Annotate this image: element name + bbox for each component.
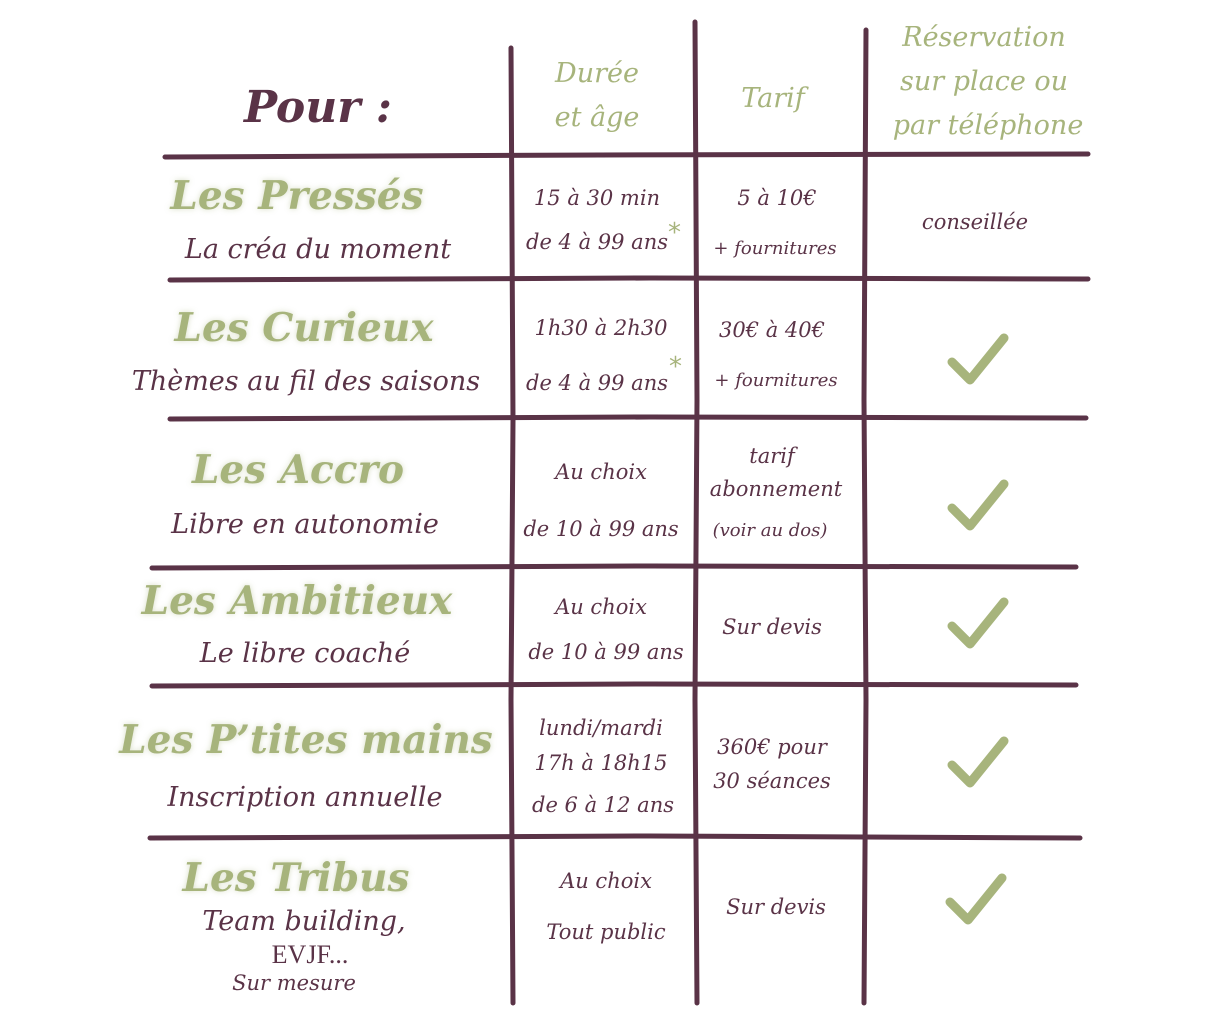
row-title-curieux: Les Curieux — [174, 305, 434, 351]
checkmark-icon — [946, 596, 1010, 652]
duree-ambitieux-line2: de 10 à 99 ans — [528, 640, 684, 664]
row-title-presses: Les Pressés — [170, 173, 424, 219]
row-title-ambitieux: Les Ambitieux — [141, 578, 453, 624]
row-title-tribus: Les Tribus — [182, 855, 410, 901]
header-reservation-line3: par téléphone — [892, 110, 1084, 141]
tarif-ambitieux-line1: Sur devis — [722, 615, 822, 639]
tarif-curieux-line2: + fournitures — [714, 370, 838, 391]
row-subtitle-tribus: Team building, — [202, 906, 406, 937]
duree-tribus-line2: Tout public — [546, 920, 666, 944]
duree-presses-line1: 15 à 30 min — [533, 186, 661, 210]
header-duree-line2: et âge — [554, 102, 640, 133]
checkmark-icon — [944, 872, 1008, 928]
grid-vline-2 — [695, 22, 697, 1003]
row-subtitle-curieux: Thèmes au fil des saisons — [131, 366, 481, 397]
row-subtitle-ptites-mains: Inscription annuelle — [167, 782, 443, 813]
asterisk-curieux: * — [669, 352, 682, 382]
grid-hline-5 — [152, 684, 1076, 686]
row-subtitle-tribus-sur-mesure: Sur mesure — [232, 971, 356, 995]
row-subtitle-accro: Libre en autonomie — [171, 509, 439, 540]
checkmark-icon — [946, 735, 1010, 791]
header-tarif: Tarif — [741, 83, 805, 114]
grid-vline-3 — [864, 30, 866, 1003]
duree-curieux-line2: de 4 à 99 ans — [526, 371, 668, 395]
tarif-accro-line3: (voir au dos) — [712, 520, 828, 541]
header-duree-line1: Durée — [555, 58, 639, 89]
header-reservation-line2: sur place ou — [899, 66, 1069, 97]
duree-curieux-line1: 1h30 à 2h30 — [534, 316, 668, 340]
duree-accro-line2: de 10 à 99 ans — [523, 517, 679, 541]
tarif-ptites-mains-line1: 360€ pour — [717, 735, 827, 759]
grid-hline-1 — [165, 154, 1088, 157]
row-title-ptites-mains: Les P’tites mains — [119, 717, 493, 763]
grid-hline-3 — [170, 417, 1086, 419]
tarif-accro-line2: abonnement — [709, 477, 843, 501]
duree-ambitieux-line1: Au choix — [555, 595, 647, 619]
duree-presses-line2: de 4 à 99 ans — [526, 230, 668, 254]
row-title-accro: Les Accro — [191, 447, 405, 493]
checkmark-icon — [946, 332, 1010, 388]
row-subtitle-tribus-evjf: EVJF... — [271, 940, 349, 969]
tarif-presses-line1: 5 à 10€ — [737, 186, 817, 210]
tarif-ptites-mains-line2: 30 séances — [713, 769, 831, 793]
tarif-curieux-line1: 30€ à 40€ — [718, 318, 826, 342]
grid-hline-6 — [150, 836, 1080, 838]
grid-vline-1 — [511, 48, 513, 1003]
checkmark-icon — [946, 478, 1010, 534]
row-subtitle-ambitieux: Le libre coaché — [199, 638, 411, 669]
duree-ptites-mains-line3: de 6 à 12 ans — [532, 793, 674, 817]
header-reservation-line1: Réservation — [902, 22, 1066, 53]
row-subtitle-presses: La créa du moment — [184, 234, 452, 265]
duree-ptites-mains-line2: 17h à 18h15 — [534, 751, 668, 775]
grid-hline-2 — [170, 278, 1088, 280]
reservation-presses: conseillée — [921, 210, 1029, 234]
grid-hline-4 — [152, 566, 1076, 568]
duree-accro-line1: Au choix — [555, 460, 647, 484]
tarif-accro-line1: tarif — [749, 444, 795, 468]
header-pour: Pour : — [244, 82, 392, 133]
duree-tribus-line1: Au choix — [560, 869, 652, 893]
asterisk-presses: * — [668, 218, 681, 248]
duree-ptites-mains-line1: lundi/mardi — [539, 716, 663, 740]
tarif-presses-line2: + fournitures — [713, 238, 837, 259]
tarif-tribus-line1: Sur devis — [726, 895, 826, 919]
